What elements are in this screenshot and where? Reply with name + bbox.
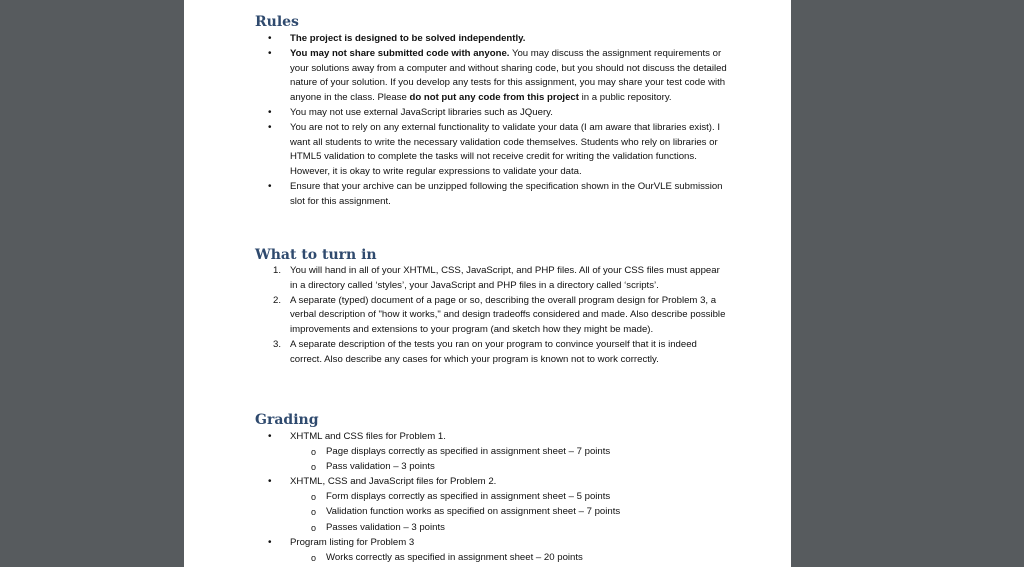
list-item	[184, 551, 791, 566]
bullet-marker: •	[268, 122, 272, 134]
list-item	[184, 445, 791, 460]
bullet-marker: •	[268, 48, 272, 60]
rule-bold-text: You may not share submitted code with anyone.	[290, 48, 510, 60]
list-item	[184, 47, 791, 105]
list-item	[184, 536, 791, 551]
grading-heading: Grading	[255, 412, 319, 428]
number-marker: 1.	[273, 265, 282, 276]
list-item	[184, 264, 791, 293]
list-item	[184, 121, 791, 179]
sub-bullet-marker: o	[311, 492, 317, 503]
grading-sub-text: Form displays correctly as specified in assignment sheet – 5 points	[326, 491, 611, 503]
rule-text: You are not to rely on any external functionality to validate your data (I am aware that libraries exist). I want all students to write the necessary validation code themselves. Students who rely on libraries or HTML5 validation to complete the tasks will not receive credit for writing the validation functions. However, it is okay to write regular expressions to validate your data.	[290, 122, 720, 177]
rule-bold-text: The project is designed to be solved independently.	[290, 33, 526, 44]
sub-bullet-marker: o	[311, 507, 317, 518]
grading-group-text: Program listing for Problem 3	[290, 536, 415, 548]
turn-in-heading: What to turn in	[255, 247, 377, 263]
bullet-marker: •	[268, 106, 272, 118]
grading-group-text: XHTML, CSS and JavaScript files for Problem 2.	[290, 476, 497, 488]
grading-list	[184, 430, 791, 566]
sub-bullet-marker: o	[311, 462, 317, 473]
sub-bullet-marker: o	[311, 522, 317, 533]
grading-sub-text: Validation function works as specified on assignment sheet – 7 points	[326, 506, 621, 518]
rule-text: in a public repository.	[578, 91, 672, 103]
turn-in-text: You will hand in all of your XHTML, CSS, JavaScript, and PHP files. All of your CSS files must appear in a directory called ‘styles’, your JavaScript and PHP files in a directory called ‘scripts’.	[290, 265, 720, 291]
rules-heading: Rules	[255, 14, 299, 30]
number-marker: 2.	[273, 294, 282, 306]
grading-sub-text: Passes validation – 3 points	[326, 521, 445, 533]
bullet-marker: •	[268, 33, 272, 44]
rule-text: Ensure that your archive can be unzipped following the specification shown in the OurVLE submission slot for this assignment.	[290, 180, 723, 207]
bullet-marker: •	[268, 431, 272, 442]
turn-in-text: A separate description of the tests you ran on your program to convince yourself that it is indeed correct. Also describe any cases for which your program is known not to work correctly.	[290, 338, 697, 365]
rule-bold-text: do not put any code from this project	[409, 91, 579, 103]
bullet-marker: •	[268, 180, 272, 192]
rule-text: You may not use external JavaScript libraries such as JQuery.	[290, 106, 553, 118]
sub-bullet-marker: o	[311, 447, 317, 458]
list-item	[184, 32, 791, 47]
bullet-marker: •	[268, 476, 272, 488]
list-item	[184, 106, 791, 121]
list-item	[184, 338, 791, 367]
rule-text: You may discuss the assignment requirements or your solutions away from a computer and without sharing code, but you should not discuss the detailed nature of your solution. If you develop any tests for this assignment, you may share your test code with anyone in the class. Please	[290, 48, 727, 103]
list-item	[184, 430, 791, 445]
number-marker: 3.	[273, 338, 282, 350]
grading-sub-text: Pass validation – 3 points	[326, 461, 435, 473]
list-item	[184, 490, 791, 505]
bullet-marker: •	[268, 536, 272, 548]
sub-bullet-marker: o	[311, 552, 317, 563]
list-item	[184, 521, 791, 536]
list-item	[184, 460, 791, 475]
grading-group-text: XHTML and CSS files for Problem 1.	[290, 431, 446, 442]
document-page	[184, 0, 791, 567]
list-item	[184, 475, 791, 490]
turn-in-list	[184, 264, 791, 368]
list-item	[184, 505, 791, 520]
list-item	[184, 180, 791, 209]
list-item	[184, 294, 791, 338]
grading-sub-text: Works correctly as specified in assignment sheet – 20 points	[326, 551, 583, 563]
grading-sub-text: Page displays correctly as specified in assignment sheet – 7 points	[326, 446, 611, 458]
turn-in-text: A separate (typed) document of a page or so, describing the overall program design for Problem 3, a verbal description of "how it works," and design tradeoffs considered and made. Also describe possible improvements and extensions to your program (and sketch how they might be made).	[290, 294, 726, 335]
rules-list	[184, 32, 791, 210]
